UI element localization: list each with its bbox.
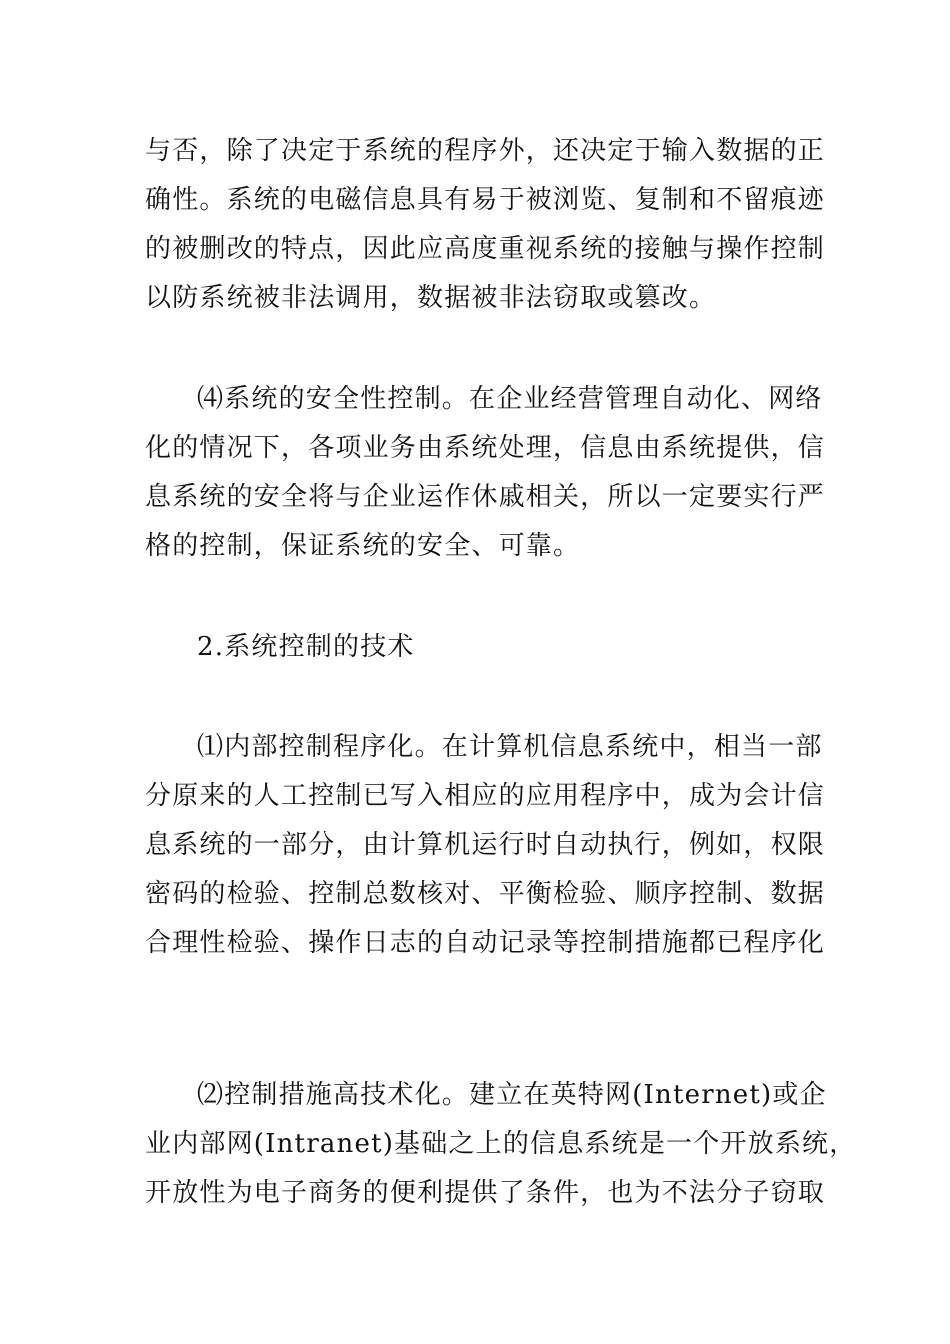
- section-heading: [145, 623, 825, 672]
- text-line: 格的控制，保证系统的安全、可靠。: [145, 531, 581, 561]
- heading-text: 2.系统控制的技术: [197, 632, 415, 662]
- text-line: 业内部网(Intranet)基础之上的信息系统是一个开放系统，: [145, 1129, 857, 1159]
- text-line: 密码的检验、控制总数核对、平衡检验、顺序控制、数据: [145, 879, 826, 909]
- text-line: 确性。系统的电磁信息具有易于被浏览、复制和不留痕迹: [145, 185, 826, 215]
- text-line: 分原来的人工控制已写入相应的应用程序中，成为会计信: [145, 781, 826, 811]
- text-line: 开放性为电子商务的便利提供了条件，也为不法分子窃取: [145, 1178, 826, 1208]
- text-line: 以防系统被非法调用，数据被非法窃取或篡改。: [145, 283, 717, 313]
- text-line: ⑵控制措施高技术化。建立在英特网(Internet)或企: [197, 1080, 827, 1110]
- paragraph-high-tech-control: [145, 1071, 857, 1218]
- text-line: 的被删改的特点，因此应高度重视系统的接触与操作控制: [145, 234, 826, 264]
- paragraph-continuation: [145, 127, 825, 323]
- text-line: ⑴内部控制程序化。在计算机信息系统中，相当一部: [197, 732, 823, 762]
- paragraph-internal-control: [145, 723, 825, 968]
- text-line: 合理性检验、操作日志的自动记录等控制措施都已程序化: [145, 928, 826, 958]
- text-line: 与否，除了决定于系统的程序外，还决定于输入数据的正: [145, 136, 826, 166]
- paragraph-security-control: [145, 375, 825, 571]
- text-line: 息系统的安全将与企业运作休戚相关，所以一定要实行严: [145, 482, 826, 512]
- text-line: 化的情况下，各项业务由系统处理，信息由系统提供，信: [145, 433, 826, 463]
- text-line: 息系统的一部分，由计算机运行时自动执行，例如，权限: [145, 830, 826, 860]
- text-line: ⑷系统的安全性控制。在企业经营管理自动化、网络: [197, 384, 823, 414]
